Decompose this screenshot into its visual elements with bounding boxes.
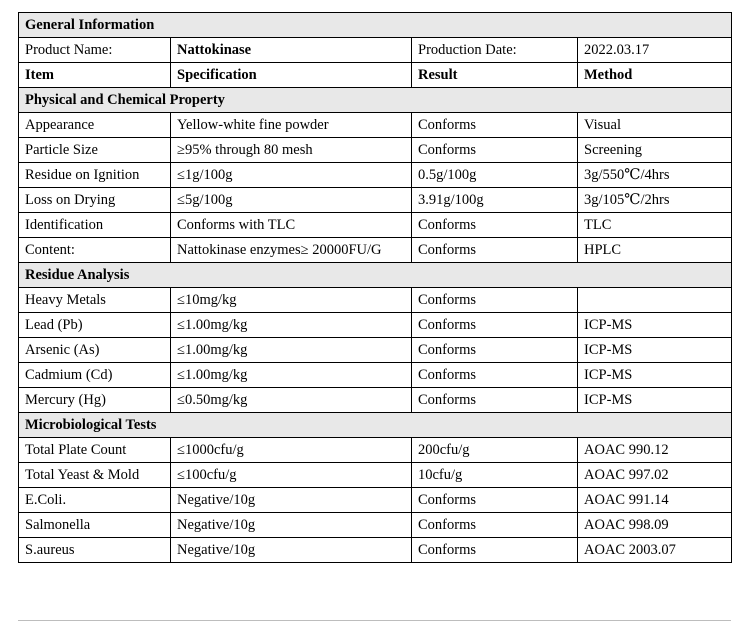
cell-method: AOAC 990.12 xyxy=(578,438,732,463)
cell-item: S.aureus xyxy=(19,538,171,563)
section-title: General Information xyxy=(19,13,732,38)
cell-specification: Nattokinase enzymes≥ 20000FU/G xyxy=(171,238,412,263)
cell-item: Particle Size xyxy=(19,138,171,163)
cell-method: AOAC 997.02 xyxy=(578,463,732,488)
table-row xyxy=(19,488,732,513)
column-header-item: Item xyxy=(19,63,171,88)
cell-result: Conforms xyxy=(412,213,578,238)
micro-rows xyxy=(19,438,732,563)
product-name-value: Nattokinase xyxy=(171,38,412,63)
section-title: Residue Analysis xyxy=(19,263,732,288)
cell-item: Heavy Metals xyxy=(19,288,171,313)
cell-item: Lead (Pb) xyxy=(19,313,171,338)
cell-specification: ≤0.50mg/kg xyxy=(171,388,412,413)
cell-result: 0.5g/100g xyxy=(412,163,578,188)
table-row xyxy=(19,288,732,313)
cell-item: Identification xyxy=(19,213,171,238)
cell-method: 3g/550℃/4hrs xyxy=(578,163,732,188)
table-row xyxy=(19,338,732,363)
cell-result: Conforms xyxy=(412,363,578,388)
section-physical-chemical xyxy=(19,88,732,113)
coa-table xyxy=(18,12,732,563)
table-row xyxy=(19,313,732,338)
table-row xyxy=(19,163,732,188)
physical-rows xyxy=(19,113,732,263)
section-residue-analysis xyxy=(19,263,732,288)
cell-method: HPLC xyxy=(578,238,732,263)
table-row xyxy=(19,363,732,388)
cell-result: Conforms xyxy=(412,238,578,263)
cell-specification: Negative/10g xyxy=(171,488,412,513)
cell-specification: ≤1.00mg/kg xyxy=(171,363,412,388)
cell-method: ICP-MS xyxy=(578,363,732,388)
cell-item: Residue on Ignition xyxy=(19,163,171,188)
coa-body xyxy=(19,13,732,113)
cell-item: Arsenic (As) xyxy=(19,338,171,363)
section-microbiological-tests xyxy=(19,413,732,438)
cell-specification: ≤10mg/kg xyxy=(171,288,412,313)
cell-specification: ≤5g/100g xyxy=(171,188,412,213)
production-date-label: Production Date: xyxy=(412,38,578,63)
cell-method: ICP-MS xyxy=(578,313,732,338)
cell-method: AOAC 2003.07 xyxy=(578,538,732,563)
cell-result: 10cfu/g xyxy=(412,463,578,488)
table-row xyxy=(19,113,732,138)
section-general-information xyxy=(19,13,732,38)
cell-method: AOAC 991.14 xyxy=(578,488,732,513)
cell-item: Total Yeast & Mold xyxy=(19,463,171,488)
cell-method: Screening xyxy=(578,138,732,163)
cell-result: Conforms xyxy=(412,513,578,538)
cell-method: AOAC 998.09 xyxy=(578,513,732,538)
cell-item: Loss on Drying xyxy=(19,188,171,213)
cell-result: Conforms xyxy=(412,288,578,313)
cell-result: Conforms xyxy=(412,313,578,338)
cell-method: ICP-MS xyxy=(578,338,732,363)
column-header-method: Method xyxy=(578,63,732,88)
cell-specification: Negative/10g xyxy=(171,538,412,563)
cell-specification: ≤1g/100g xyxy=(171,163,412,188)
cell-result: Conforms xyxy=(412,113,578,138)
residue-rows xyxy=(19,288,732,413)
cell-item: Mercury (Hg) xyxy=(19,388,171,413)
cell-specification: Negative/10g xyxy=(171,513,412,538)
cell-result: 3.91g/100g xyxy=(412,188,578,213)
cell-result: Conforms xyxy=(412,388,578,413)
cell-item: E.Coli. xyxy=(19,488,171,513)
cell-specification: ≤100cfu/g xyxy=(171,463,412,488)
product-info-row xyxy=(19,38,732,63)
table-row xyxy=(19,538,732,563)
table-row xyxy=(19,138,732,163)
table-row xyxy=(19,238,732,263)
cell-method: 3g/105℃/2hrs xyxy=(578,188,732,213)
cell-result: Conforms xyxy=(412,138,578,163)
cell-specification: ≥95% through 80 mesh xyxy=(171,138,412,163)
table-row xyxy=(19,388,732,413)
cell-item: Appearance xyxy=(19,113,171,138)
table-row xyxy=(19,438,732,463)
cell-specification: Conforms with TLC xyxy=(171,213,412,238)
column-header-result: Result xyxy=(412,63,578,88)
page-bottom-rule xyxy=(18,620,731,621)
cell-item: Total Plate Count xyxy=(19,438,171,463)
cell-specification: ≤1.00mg/kg xyxy=(171,313,412,338)
cell-item: Content: xyxy=(19,238,171,263)
cell-result: Conforms xyxy=(412,538,578,563)
cell-method xyxy=(578,288,732,313)
product-name-label: Product Name: xyxy=(19,38,171,63)
cell-result: 200cfu/g xyxy=(412,438,578,463)
cell-specification: Yellow-white fine powder xyxy=(171,113,412,138)
table-row xyxy=(19,188,732,213)
production-date-value: 2022.03.17 xyxy=(578,38,732,63)
cell-item: Cadmium (Cd) xyxy=(19,363,171,388)
cell-specification: ≤1.00mg/kg xyxy=(171,338,412,363)
section-title: Microbiological Tests xyxy=(19,413,732,438)
cell-result: Conforms xyxy=(412,338,578,363)
cell-item: Salmonella xyxy=(19,513,171,538)
cell-method: TLC xyxy=(578,213,732,238)
table-row xyxy=(19,513,732,538)
table-row xyxy=(19,213,732,238)
column-header-specification: Specification xyxy=(171,63,412,88)
table-row xyxy=(19,463,732,488)
cell-result: Conforms xyxy=(412,488,578,513)
cell-method: ICP-MS xyxy=(578,388,732,413)
cell-method: Visual xyxy=(578,113,732,138)
cell-specification: ≤1000cfu/g xyxy=(171,438,412,463)
section-title: Physical and Chemical Property xyxy=(19,88,732,113)
column-header-row xyxy=(19,63,732,88)
